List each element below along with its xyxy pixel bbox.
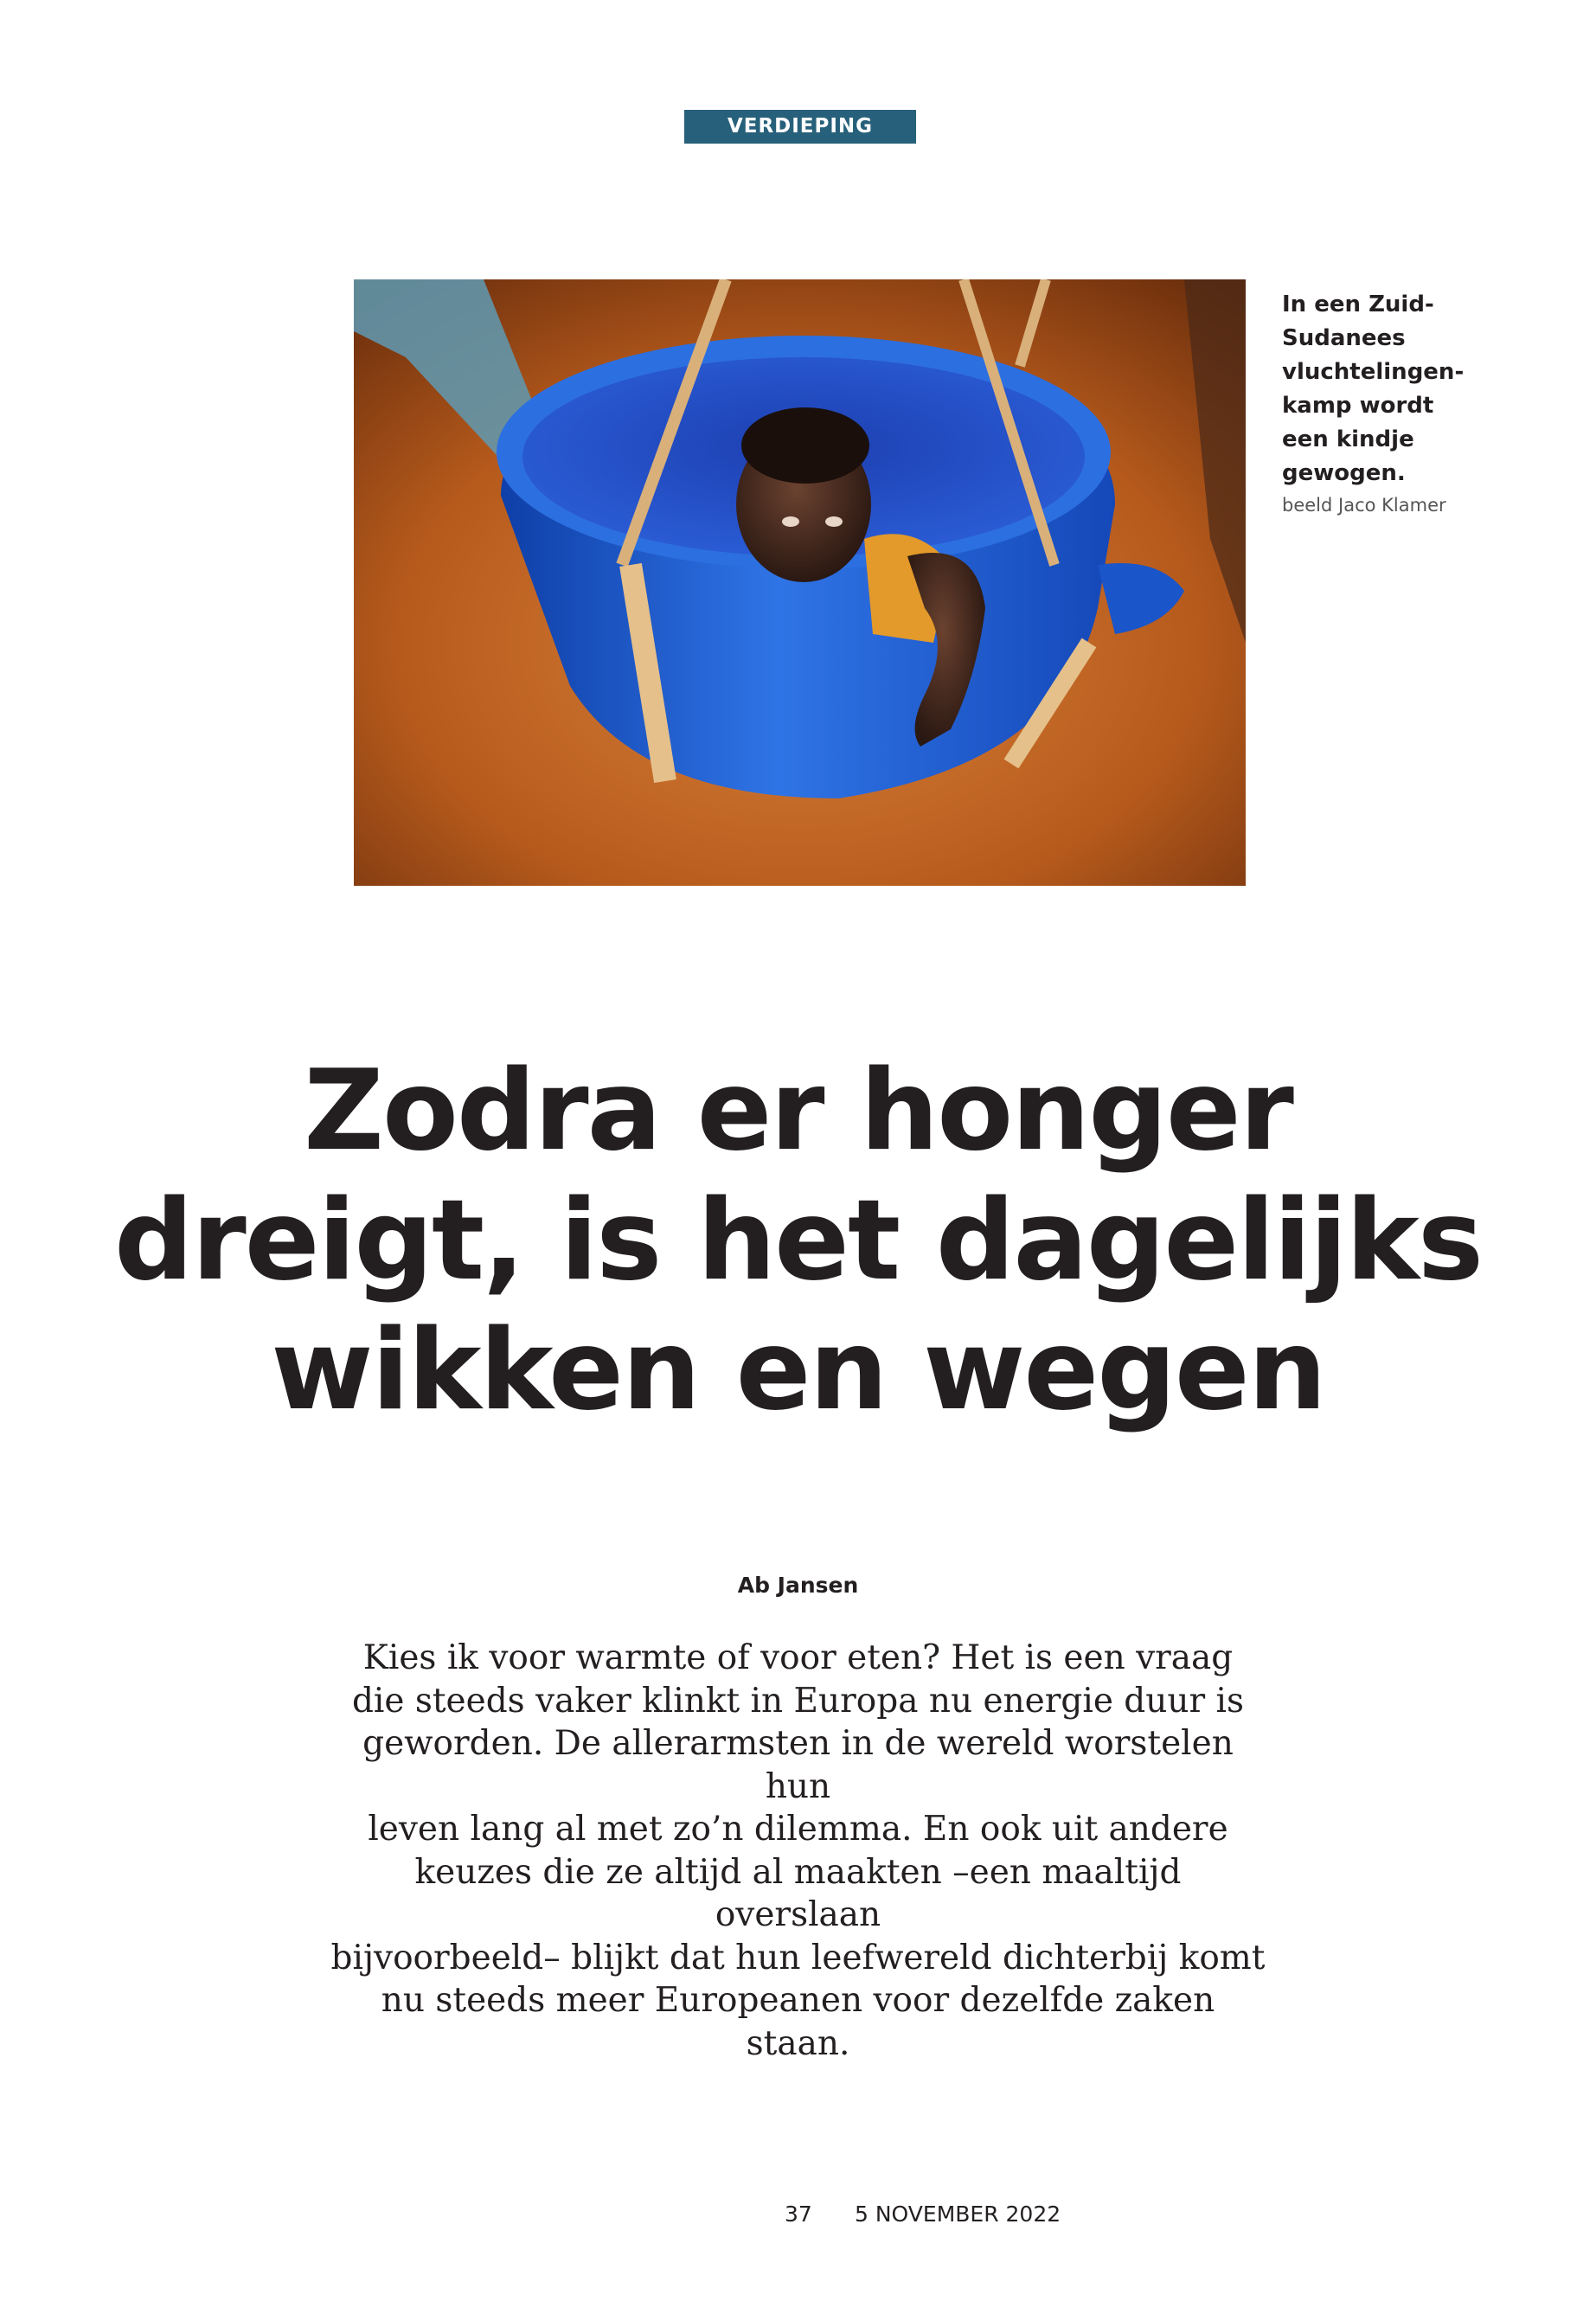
headline-line: dreigt, is het dagelijks [113,1176,1483,1305]
section-tag: VERDIEPING [684,110,916,144]
photo-caption [1282,288,1472,518]
photo-credit: beeld Jaco Klamer [1282,495,1446,516]
intro-line: leven lang al met zo’n dilemma. En ook uit andere [368,1810,1228,1849]
intro-line: Kies ik voor warmte of voor eten? Het is een vraag [362,1638,1234,1677]
page-number: 37 [785,2202,812,2227]
caption-line: vluchtelingen- [1282,359,1465,385]
headline-line: Zodra er honger [304,1047,1292,1176]
caption-line: kamp wordt [1282,393,1434,419]
caption-line: een kindje [1282,426,1414,452]
intro-line: nu steeds meer Europeanen voor dezelfde zaken staan. [381,1981,1215,2063]
intro-line: bijvoorbeeld– blijkt dat hun leefwereld dichterbij komt [330,1938,1266,1977]
intro-line: keuzes die ze altijd al maakten –een maaltijd overslaan [414,1852,1182,1934]
issue-date: 5 NOVEMBER 2022 [855,2202,1061,2227]
photo-illustration [354,279,1246,886]
caption-line: Sudanees [1282,325,1406,351]
caption-line: gewogen. [1282,460,1406,486]
article-intro [329,1637,1267,2065]
author-byline: Ab Jansen [737,1573,859,1598]
headline-line: wikken en wegen [271,1306,1325,1435]
caption-text [1282,288,1472,490]
intro-line: geworden. De allerarmsten in de wereld worstelen hun [362,1724,1234,1806]
caption-line: In een Zuid- [1282,292,1434,317]
article-photo [354,279,1246,886]
intro-line: die steeds vaker klinkt in Europa nu energie duur is [351,1681,1245,1721]
article-headline [87,1047,1509,1436]
